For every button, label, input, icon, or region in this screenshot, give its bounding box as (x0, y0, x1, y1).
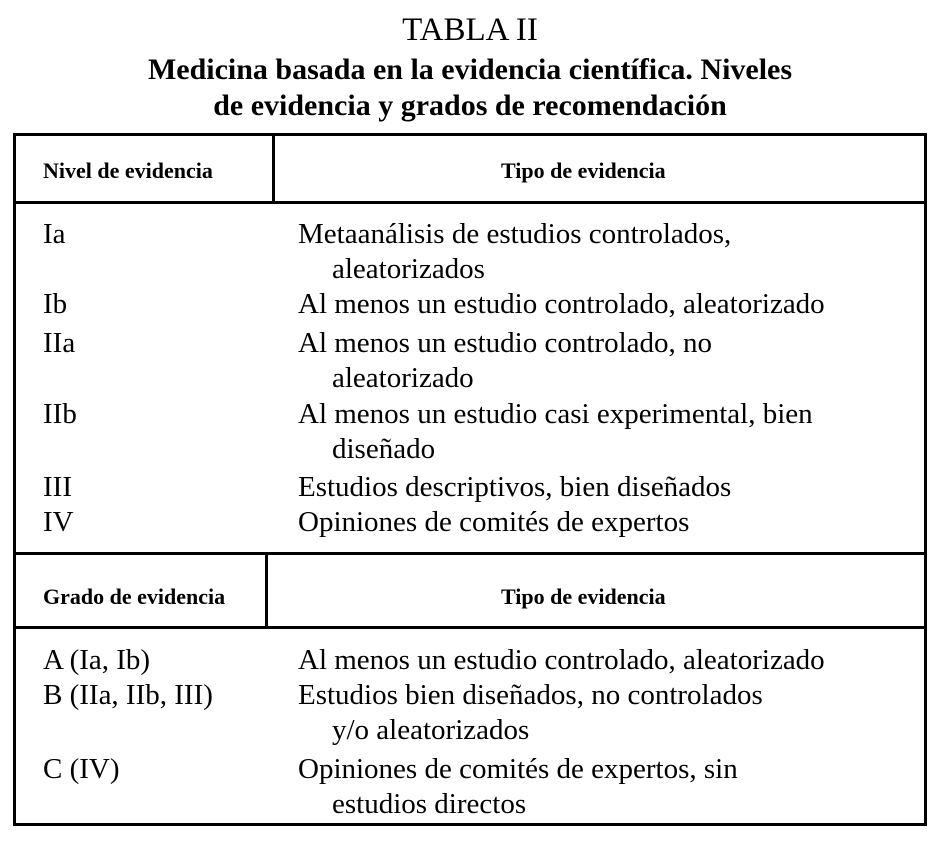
evidence-text: Opiniones de comités de expertos, sin (298, 753, 738, 785)
header-tipo-de-evidencia-1: Tipo de evidencia (501, 158, 666, 183)
evidence-text: Opiniones de comités de expertos (298, 506, 690, 538)
header-divider-1 (272, 136, 275, 204)
table-title-line-2: de evidencia y grados de recomendación (213, 89, 727, 122)
evidence-text: aleatorizado (332, 362, 474, 394)
header-rule-2 (16, 626, 924, 629)
grade-cell: B (IIa, IIb, III) (43, 679, 213, 711)
evidence-text: Metaanálisis de estudios controlados, (298, 218, 732, 250)
evidence-text: Estudios descriptivos, bien diseñados (298, 471, 732, 503)
header-rule-1 (16, 201, 924, 204)
level-cell: Ib (43, 288, 68, 320)
table-label: TABLA II (402, 12, 538, 48)
grade-cell: A (Ia, Ib) (43, 644, 151, 676)
grade-cell: C (IV) (43, 753, 120, 785)
evidence-text: estudios directos (332, 788, 527, 820)
evidence-text: y/o aleatorizados (332, 714, 530, 746)
evidence-table (13, 133, 927, 826)
header-divider-2 (265, 552, 268, 629)
level-cell: IV (43, 506, 74, 538)
evidence-text: Estudios bien diseñados, no controlados (298, 679, 763, 711)
section-rule-2 (16, 552, 924, 555)
header-nivel-de-evidencia: Nivel de evidencia (43, 158, 213, 183)
evidence-text: diseñado (332, 433, 436, 465)
evidence-text: Al menos un estudio casi experimental, bien (298, 398, 813, 430)
level-cell: IIb (43, 398, 77, 430)
evidence-text: Al menos un estudio controlado, aleatorizado (298, 644, 825, 676)
table-title-line-1: Medicina basada en la evidencia científica. Niveles (147, 53, 793, 86)
header-tipo-de-evidencia-2: Tipo de evidencia (501, 584, 666, 609)
evidence-text: Al menos un estudio controlado, aleatorizado (298, 288, 825, 320)
evidence-text: Al menos un estudio controlado, no (298, 327, 713, 359)
header-grado-de-evidencia: Grado de evidencia (43, 584, 226, 609)
level-cell: IIa (43, 327, 76, 359)
level-cell: III (43, 471, 72, 503)
evidence-text: aleatorizados (332, 253, 485, 285)
level-cell: Ia (43, 218, 66, 250)
